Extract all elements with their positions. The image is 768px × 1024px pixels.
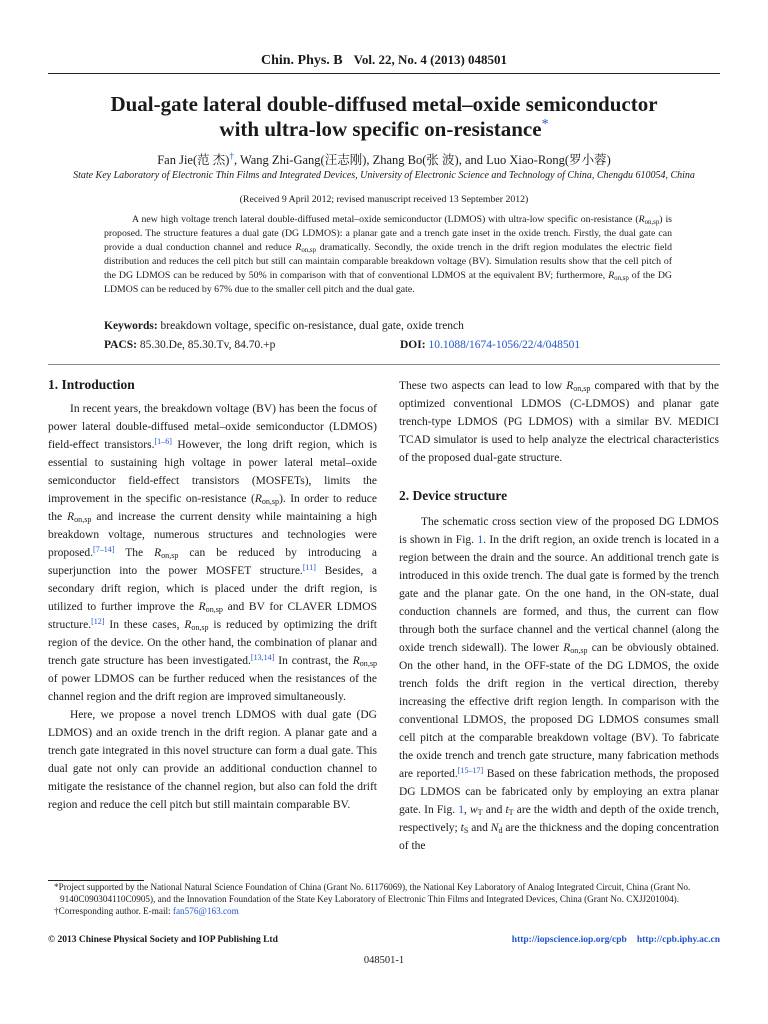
left-column [48, 400, 377, 814]
keywords-label: Keywords: [104, 320, 158, 332]
cpb-link[interactable]: http://cpb.iphy.ac.cn [636, 935, 720, 945]
title-line-1: Dual-gate lateral double-diffused metal–oxide semiconductor [110, 92, 658, 116]
pacs-label: PACS: [104, 339, 138, 351]
text: †Corresponding author. E-mail: [54, 906, 173, 917]
text: In recent years, the breakdown voltage (BV) has been the focus of power lateral double-diffused metal–oxide semiconductor (LDMOS) field-effect transistors. [48, 403, 377, 451]
text: However, the long drift region, which is essential to sustaining high voltage in power lateral metal–oxide semiconductor field-effect transistors (MOSFETs), limits the improvement in the specific on-resistance ( [48, 439, 378, 505]
subscript: S [463, 826, 469, 835]
footnotes [48, 882, 720, 919]
subscript: on,sp [161, 551, 179, 560]
text: is reduced by optimizing the drift region of the device. On the other hand, the combination of planar and trench gate structure has been investigated. [48, 619, 377, 667]
paper-title [60, 92, 708, 142]
subscript: on,sp [191, 623, 209, 632]
keywords [104, 320, 704, 332]
subscript: on,sp [573, 384, 591, 393]
text: Besides, a secondary drift region, which is placed under the drift region, is utilized to further improve the [48, 565, 377, 613]
keywords-text: breakdown voltage, specific on-resistance, dual gate, oxide trench [157, 320, 464, 332]
abstract-text: A new high voltage trench lateral double-diffused metal–oxide semiconductor (LDMOS) with ultra-low specific on-resistance ( [132, 214, 639, 225]
section-heading-introduction: 1. Introduction [48, 377, 135, 392]
symbol: R [566, 380, 574, 392]
text: are the width and depth of the oxide trench, respectively; [399, 804, 720, 834]
device-paragraph-1 [399, 513, 719, 855]
symbol: R [184, 619, 192, 631]
symbol: R [638, 214, 645, 225]
citation-link[interactable]: [7–14] [93, 545, 115, 554]
text: . In the drift region, an oxide trench is located in a region between the drain and the source. An additional trench gate is introduced in this oxide trench. The dual gate is formed by the trench gate and the planar gate. On the one hand, in the ON-state, dual conduction channels are formed, and thus, the current can flow through both the surface channel and the vertical channel (along the oxide trench sidewall). The lower [399, 534, 719, 654]
subscript: on,sp [359, 659, 377, 668]
intro-paragraph-1 [48, 400, 377, 706]
subscript: d [498, 826, 503, 835]
symbol: R [563, 642, 571, 654]
copyright: © 2013 Chinese Physical Society and IOP Publishing Ltd [48, 935, 278, 945]
journal-volume: Vol. 22, No. 4 (2013) [353, 52, 465, 67]
text: and [468, 822, 491, 834]
received-dates: (Received 9 April 2012; revised manuscript received 13 September 2012) [239, 194, 529, 205]
text: compared with that by the optimized conventional LDMOS (C-LDMOS) and planar gate trench-type LDMOS (PG LDMOS) with a similar BV. MEDICI TCAD simulator is used to help analyze the electrical characteristics of the proposed dual-gate structure. [399, 380, 720, 464]
subscript: on,sp [261, 497, 280, 506]
email-link[interactable]: fan576@163.com [172, 906, 239, 917]
corresponding-author-mark[interactable]: † [229, 150, 234, 161]
footnote-rule [48, 880, 144, 881]
affiliation: State Key Laboratory of Electronic Thin Films and Integrated Devices, University of Electronic Science and Technology of China, Chengdu 610054, China [73, 170, 695, 181]
author-list [40, 150, 728, 168]
text: of power LDMOS can be further reduced when the resistances of the channel region and the drift region are improved simultaneously. [48, 673, 377, 703]
right-column-bottom [399, 513, 719, 855]
text: and BV for CLAVER LDMOS structure. [48, 601, 377, 631]
abstract-rule [48, 364, 720, 365]
subscript: T [477, 808, 483, 817]
title-footnote-mark[interactable]: * [541, 117, 549, 132]
citation-link[interactable]: [12] [91, 617, 105, 626]
symbol: N [490, 822, 499, 834]
text: are the thickness and the doping concentration of the [399, 822, 719, 852]
subscript: on,sp [644, 219, 660, 226]
citation-link[interactable]: [13,14] [250, 653, 275, 662]
citation-link[interactable]: [1–6] [154, 437, 172, 446]
corresponding-footnote [48, 906, 720, 918]
abstract-text: ) is proposed. The structure features a dual gate (DG LDMOS): a planar gate and a trench gate inset in the oxide trench. Firstly, the dual gate can provide a dual conduction channel and reduce [104, 214, 672, 254]
symbol: R [608, 270, 615, 282]
text: , [463, 804, 470, 816]
text: These two aspects can lead to low [399, 380, 567, 392]
symbol: R [154, 547, 162, 559]
text: The schematic cross section view of the proposed DG LDMOS is shown in Fig. [399, 516, 719, 546]
article-number: 048501 [468, 52, 508, 67]
abstract-text: of the DG LDMOS can be reduced by 67% due to the smaller cell pitch and the dual gate. [104, 270, 672, 296]
text: ). In order to reduce the [48, 493, 377, 523]
text: In these cases, [104, 619, 185, 631]
header-rule [48, 73, 720, 74]
symbol: R [295, 242, 302, 254]
citation-link[interactable]: [11] [302, 563, 316, 572]
intro-paragraph-2: Here, we propose a novel trench LDMOS with dual gate (DG LDMOS) and an oxide trench in the drift region. A planar gate and a trench gate integrated in this novel structure can form a dual gate. This dual gate not only can provide an additional conduction channel to mitigate the resistance of the channel region, but also can fold the drift region and reduce the cell pitch but still maintain comparable BV. [48, 709, 377, 811]
pacs [104, 339, 384, 351]
journal-header [0, 52, 768, 69]
funding-footnote: *Project supported by the National Natural Science Foundation of China (Grant No. 61176069), the National Key Laboratory of Analog Integrated Circuit, China (Grant No. 9140C090304110C0905), and the Innovation Foundation of the State Key Laboratory of Electronic Thin Films and Integrated Devices, China (Grant No. CXJJ201004). [54, 882, 691, 904]
symbol: R [352, 655, 360, 667]
iopscience-link[interactable]: http://iopscience.iop.org/cpb [511, 935, 627, 945]
figure-link[interactable]: 1 [458, 804, 464, 816]
section-heading-device-structure: 2. Device structure [399, 488, 508, 503]
abstract-text: dramatically. Secondly, the oxide trench in the drift region modulates the electric field distribution and reduces the cell pitch but still can maintain comparable breakdown voltage (BV). Simulation results show that the cell pitch of the DG LDMOS can be reduced by 50% in comparison with that of conventional LDMOS at the equivalent BV; furthermore, [104, 242, 672, 282]
citation-link[interactable]: [15–17] [457, 766, 484, 775]
text: and [482, 804, 506, 816]
abstract [104, 213, 672, 298]
symbol: t [460, 822, 464, 834]
text: can be reduced by introducing a superjunction into the power MOSFET structure. [48, 547, 377, 577]
symbol: t [505, 804, 509, 816]
figure-link[interactable]: 1 [477, 534, 484, 546]
subscript: on,sp [614, 275, 629, 283]
symbol: R [67, 511, 75, 523]
text: can be obviously obtained. On the other hand, in the OFF-state of the DG LDMOS, the oxide trench folds the drift region in the vertical direction, thereby increasing the effective drift region length. In comparison with the conventional LDMOS, the proposed DG LDMOS consumes small cell pitch at the comparable breakdown voltage (BV). To fabricate the oxide trench and trench gate structure, many fabrication methods are reported. [399, 642, 719, 780]
symbol: R [198, 601, 206, 613]
pacs-text: 85.30.De, 85.30.Tv, 84.70.+p [137, 339, 276, 351]
symbol: R [254, 493, 262, 505]
symbol: w [470, 804, 478, 816]
footer-links [440, 935, 720, 945]
text: The [114, 547, 155, 559]
subscript: on,sp [570, 646, 588, 655]
journal-name: Chin. Phys. B [260, 53, 343, 68]
doi [400, 339, 700, 351]
title-line-2: with ultra-low specific on-resistance [219, 117, 542, 141]
text: In contrast, the [274, 655, 353, 667]
subscript: T [508, 808, 514, 817]
author-first: Fan Jie(范 杰) [157, 153, 230, 167]
author-rest: , Wang Zhi-Gang(汪志刚), Zhang Bo(张 波), and Luo Xiao-Rong(罗小蓉) [233, 153, 611, 167]
right-column-top [399, 377, 719, 467]
subscript: on,sp [74, 515, 92, 524]
intro-paragraph-3 [399, 377, 719, 467]
text: and increase the current density while maintaining a high breakdown voltage, numerous structures and technologies were proposed. [48, 511, 377, 559]
subscript: on,sp [301, 247, 317, 255]
subscript: on,sp [205, 605, 223, 614]
doi-link[interactable]: 10.1088/1674-1056/22/4/048501 [428, 339, 581, 351]
doi-label: DOI: [400, 339, 426, 351]
page-number: 048501-1 [363, 955, 405, 966]
text: Based on these fabrication methods, the proposed DG LDMOS can be fabricated only by employing an extra planar gate. In Fig. [399, 768, 719, 816]
